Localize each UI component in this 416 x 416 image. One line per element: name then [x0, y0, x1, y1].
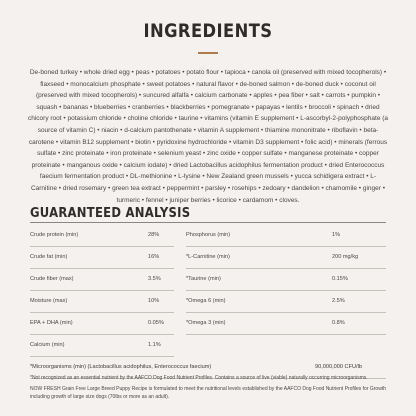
footnotes	[30, 374, 386, 404]
nutrient-value: 1%	[332, 232, 341, 238]
guaranteed-analysis-rule	[30, 222, 386, 223]
nutrient-label: Crude fat (min)	[30, 254, 68, 260]
nutrient-value: 0.05%	[148, 320, 164, 326]
guaranteed-analysis-title: GUARANTEED ANALYSIS	[30, 205, 191, 221]
nutrient-label: EPA + DHA (min)	[30, 320, 73, 326]
table-cell	[30, 224, 174, 247]
nutrient-label: Phosphorus (min)	[186, 232, 231, 238]
nutrient-label: *Taurine (min)	[186, 276, 221, 282]
table-row	[30, 312, 386, 334]
table-row	[30, 334, 386, 356]
table-row	[30, 290, 386, 312]
nutrient-label: *Microorganisms (min) (Lactobacillus acidophilus, Enterococcus faecium)	[30, 364, 212, 370]
table-cell	[30, 246, 174, 269]
table-cell	[30, 334, 174, 357]
table-cell	[30, 268, 174, 291]
nutrient-value: 2.5%	[332, 298, 345, 304]
ingredients-title: INGREDIENTS	[143, 20, 273, 42]
nutrient-value: 0.8%	[332, 320, 345, 326]
table-row	[30, 268, 386, 290]
table-cell	[186, 246, 386, 269]
footnote-formulation: NOW FRESH Grain Free Large Breed Puppy Recipe is formulated to meet the nutritional levels established by the AAFCO Dog Food Nutrient Profiles for Growth including growth of large size dogs (70lbs or more as an adult).	[30, 385, 386, 401]
nutrient-label: *Omega 3 (min)	[186, 320, 226, 326]
table-cell	[186, 290, 386, 313]
nutrient-value: 28%	[148, 232, 160, 238]
nutrient-value: 3.5%	[148, 276, 161, 282]
table-cell	[186, 268, 386, 291]
table-cell	[186, 312, 386, 335]
nutrient-label: Crude protein (min)	[30, 232, 79, 238]
table-row	[30, 224, 386, 246]
nutrient-value: 1.1%	[148, 342, 161, 348]
table-cell	[30, 312, 174, 335]
table-row	[30, 246, 386, 268]
table-cell	[30, 290, 174, 313]
nutrient-label: Crude fiber (max)	[30, 276, 74, 282]
nutrient-value: 16%	[148, 254, 160, 260]
guaranteed-analysis-table	[30, 224, 386, 378]
nutrient-value: 0.15%	[332, 276, 348, 282]
nutrient-value: 200 mg/kg	[332, 254, 359, 260]
nutrient-label: Calcium (min)	[30, 342, 65, 348]
nutrient-label: *Omega 6 (min)	[186, 298, 226, 304]
title-accent-rule	[198, 52, 218, 54]
table-cell	[186, 224, 386, 247]
nutrient-label: Moisture (max)	[30, 298, 68, 304]
nutrient-value: 10%	[148, 298, 160, 304]
footnote-aafco: *Not recognized as an essential nutrient by the AAFCO Dog Food Nutrient Profiles. Contains a source of live (viable) naturally occurring microorganisms.	[30, 375, 368, 381]
nutrient-value: 90,000,000 CFU/lb	[315, 364, 362, 370]
nutrient-label: *L-Carnitine (min)	[186, 254, 230, 260]
ingredients-list: De-boned turkey • whole dried egg • peas • potatoes • potato flour • tapioca • canola oil (preserved with mixed tocopherols) • flaxseed • monocalcium phosphate • sweet potatoes • natural flavor • de-boned salmon • de-boned duck • coconut oil (preserved with mixed tocopherols) • suncured alfalfa • calcium carbonate • apples • pea fiber • salt • carrots • pumpkin • squash • bananas • blueberries • cranberries • blackberries • pomegranate • papayas • lentils • broccoli • spinach • dried chicory root • potassium chloride • choline chloride • taurine • vitamins (vitamin E supplement • L-ascorbyl-2-polyphosphate (a source of vitamin C) • niacin • d-calcium pantothenate • vitamin A supplement • thiamine mononitrate • riboflavin • beta-carotene • vitamin B12 supplement • biotin • pyridoxine hydrochloride • vitamin D3 supplement • folic acid) • minerals (ferrous sulfate • zinc proteinate • iron proteinate • selenium yeast • zinc oxide • copper sulfate • manganese proteinate • copper proteinate • manganous oxide • calcium iodate) • dried Lactobacillus acidophilus fermentation product • dried Enterococcus faecium fermentation product • DL-methionine • L-lysine • New Zealand green mussels • yucca schidigera extract • L-Carnitine • dried rosemary • green tea extract • peppermint • parsley • rosehips • zedoary • dandelion • chamomile • ginger • turmeric • fennel • juniper berries • licorice • cardamom • cloves.	[28, 69, 389, 204]
